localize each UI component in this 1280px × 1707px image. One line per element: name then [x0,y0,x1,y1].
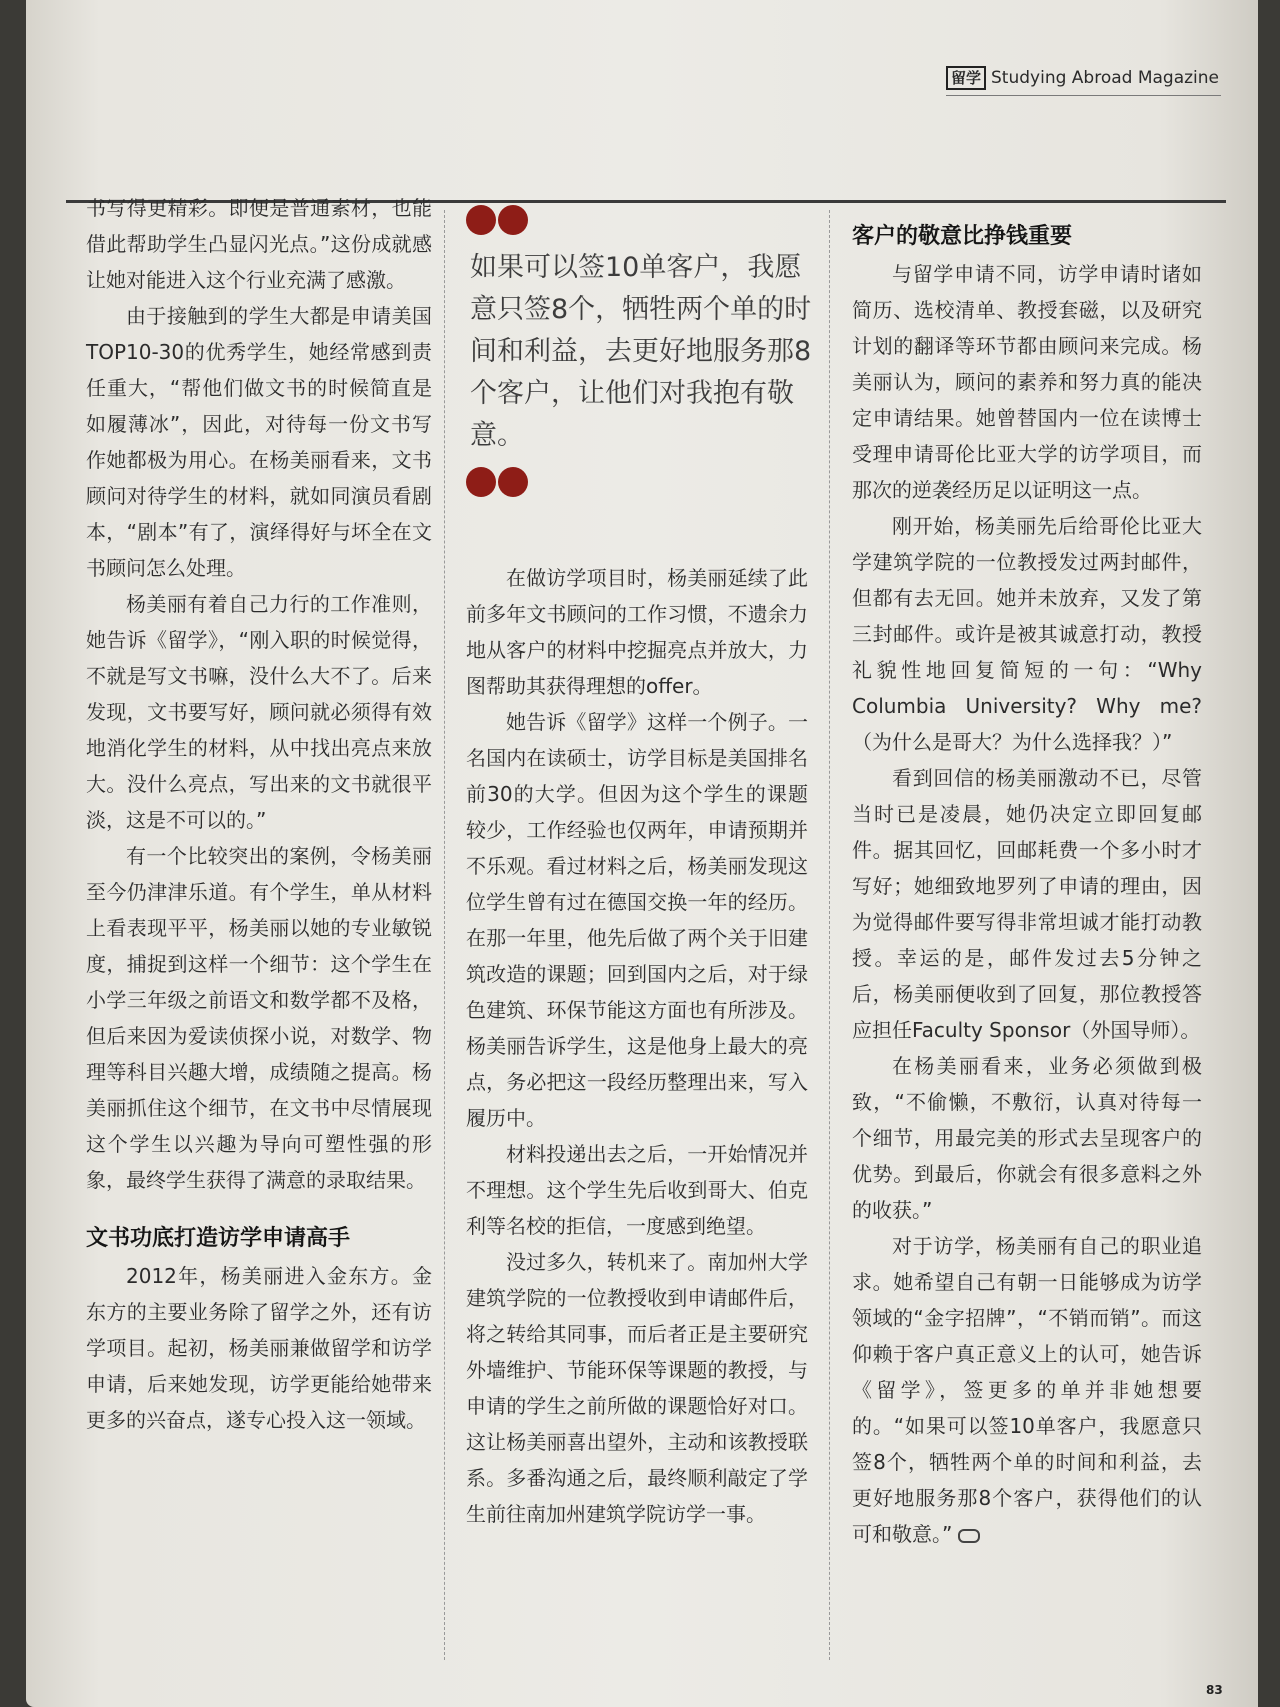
paragraph: 她告诉《留学》这样一个例子。一名国内在读硕士，访学目标是美国排名前30的大学。但因为这个学生的课题较少，工作经验也仅两年，申请预期并不乐观。看过材料之后，杨美丽发现这位学生曾有过在德国交换一年的经历。在那一年里，他先后做了两个关于旧建筑改造的课题；回到国内之后，对于绿色建筑、环保节能这方面也有所涉及。杨美丽告诉学生，这是他身上最大的亮点，务必把这一段经历整理出来，写入履历中。 [466,710,808,1130]
paragraph: 2012年，杨美丽进入金东方。金东方的主要业务除了留学之外，还有访学项目。起初，杨美丽兼做留学和访学申请，后来她发现，访学更能给她带来更多的兴奋点，遂专心投入这一领域。 [86,1264,432,1432]
open-quote-icon [466,205,826,235]
paragraph-text: 对于访学，杨美丽有自己的职业追求。她希望自己有朝一日能够成为访学领域的“金字招牌”，“不销而销”。而这仰赖于客户真正意义上的认可，她告诉《留学》，签更多的单并非她想要的。“如果可以签10单客户，我愿意只签8个，牺牲两个单的时间和利益，去更好地服务那8个客户，获得他们的认可和敬意。” [852,1234,1202,1546]
paragraph: 没过多久，转机来了。南加州大学建筑学院的一位教授收到申请邮件后，将之转给其同事，而后者正是主要研究外墙维护、节能环保等课题的教授，与申请的学生之前所做的课题恰好对口。这让杨美丽喜出望外，主动和该教授联系。多番沟通之后，最终顺利敲定了学生前往南加州建筑学院访学一事。 [466,1250,808,1526]
magazine-title: Studying Abroad Magazine [991,68,1220,88]
paragraph: 书写得更精彩。即便是普通素材，也能借此帮助学生凸显闪光点。”这份成就感让她对能进入这个行业充满了感激。 [86,196,432,292]
paragraph: 有一个比较突出的案例，令杨美丽至今仍津津乐道。有个学生，单从材料上看表现平平，杨美丽以她的专业敏锐度，捕捉到这样一个细节：这个学生在小学三年级之前语文和数学都不及格，但后来因为爱读侦探小说，对数学、物理等科目兴趣大增，成绩随之提高。杨美丽抓住这个细节，在文书中尽情展现这个学生以兴趣为导向可塑性强的形象，最终学生获得了满意的录取结果。 [86,844,432,1192]
paragraph: 由于接触到的学生大都是申请美国TOP10-30的优秀学生，她经常感到责任重大，“帮他们做文书的时候简直是如履薄冰”，因此，对待每一份文书写作她都极为用心。在杨美丽看来，文书顾问对待学生的材料，就如同演员看剧本，“剧本”有了，演绎得好与坏全在文书顾问怎么处理。 [86,304,432,580]
paragraph: 在做访学项目时，杨美丽延续了此前多年文书顾问的工作习惯，不遗余力地从客户的材料中挖掘亮点并放大，力图帮助其获得理想的offer。 [466,566,808,698]
page-number: 83 [1206,1683,1223,1697]
column-separator-2 [829,210,830,1660]
paragraph: 材料投递出去之后，一开始情况并不理想。这个学生先后收到哥大、伯克利等名校的拒信，一度感到绝望。 [466,1142,808,1238]
magazine-logo: 留学 [946,66,986,90]
section-heading: 客户的敬意比挣钱重要 [852,224,1073,249]
paragraph: 看到回信的杨美丽激动不已，尽管当时已是凌晨，她仍决定立即回复邮件。据其回忆，回邮耗费一个多小时才写好；她细致地罗列了申请的理由，因为觉得邮件要写得非常坦诚才能打动教授。幸运的是，邮件发过去5分钟之后，杨美丽便收到了回复，那位教授答应担任Faculty Sponsor（外国导师）。 [852,766,1202,1042]
magazine-page [26,0,1258,1707]
column-1 [86,190,432,1438]
paragraph: 在杨美丽看来，业务必须做到极致，“不偷懒，不敷衍，认真对待每一个细节，用最完美的形式去呈现客户的优势。到最后，你就会有很多意料之外的收获。” [852,1054,1202,1222]
section-heading: 文书功底打造访学申请高手 [86,1226,351,1251]
header-rule [946,95,1221,96]
running-header [946,66,1219,90]
column-3 [852,218,1202,1552]
paragraph: 杨美丽有着自己力行的工作准则，她告诉《留学》，“刚入职的时候觉得，不就是写文书嘛，没什么大不了。后来发现，文书要写好，顾问就必须得有效地消化学生的材料，从中找出亮点来放大。没什么亮点，写出来的文书就很平淡，这是不可以的。” [86,592,432,832]
end-mark-icon [958,1529,980,1543]
column-2 [466,560,808,1532]
close-quote-icon [466,467,826,497]
paragraph: 刚开始，杨美丽先后给哥伦比亚大学建筑学院的一位教授发过两封邮件，但都有去无回。她并未放弃，又发了第三封邮件。或许是被其诚意打动，教授礼貌性地回复简短的一句：“Why Columbia University? Why me?（为什么是哥大？为什么选择我？）” [852,514,1202,754]
paragraph: 与留学申请不同，访学申请时诸如简历、选校清单、教授套磁，以及研究计划的翻译等环节都由顾问来完成。杨美丽认为，顾问的素养和努力真的能决定申请结果。她曾替国内一位在读博士受理申请哥伦比亚大学的访学项目，而那次的逆袭经历足以证明这一点。 [852,262,1202,502]
pull-quote-text: 如果可以签10单客户，我愿意只签8个，牺牲两个单的时间和利益，去更好地服务那8个客户，让他们对我抱有敬意。 [470,252,812,451]
paragraph [852,1228,1202,1552]
column-separator-1 [444,210,445,1660]
pull-quote [466,205,826,497]
